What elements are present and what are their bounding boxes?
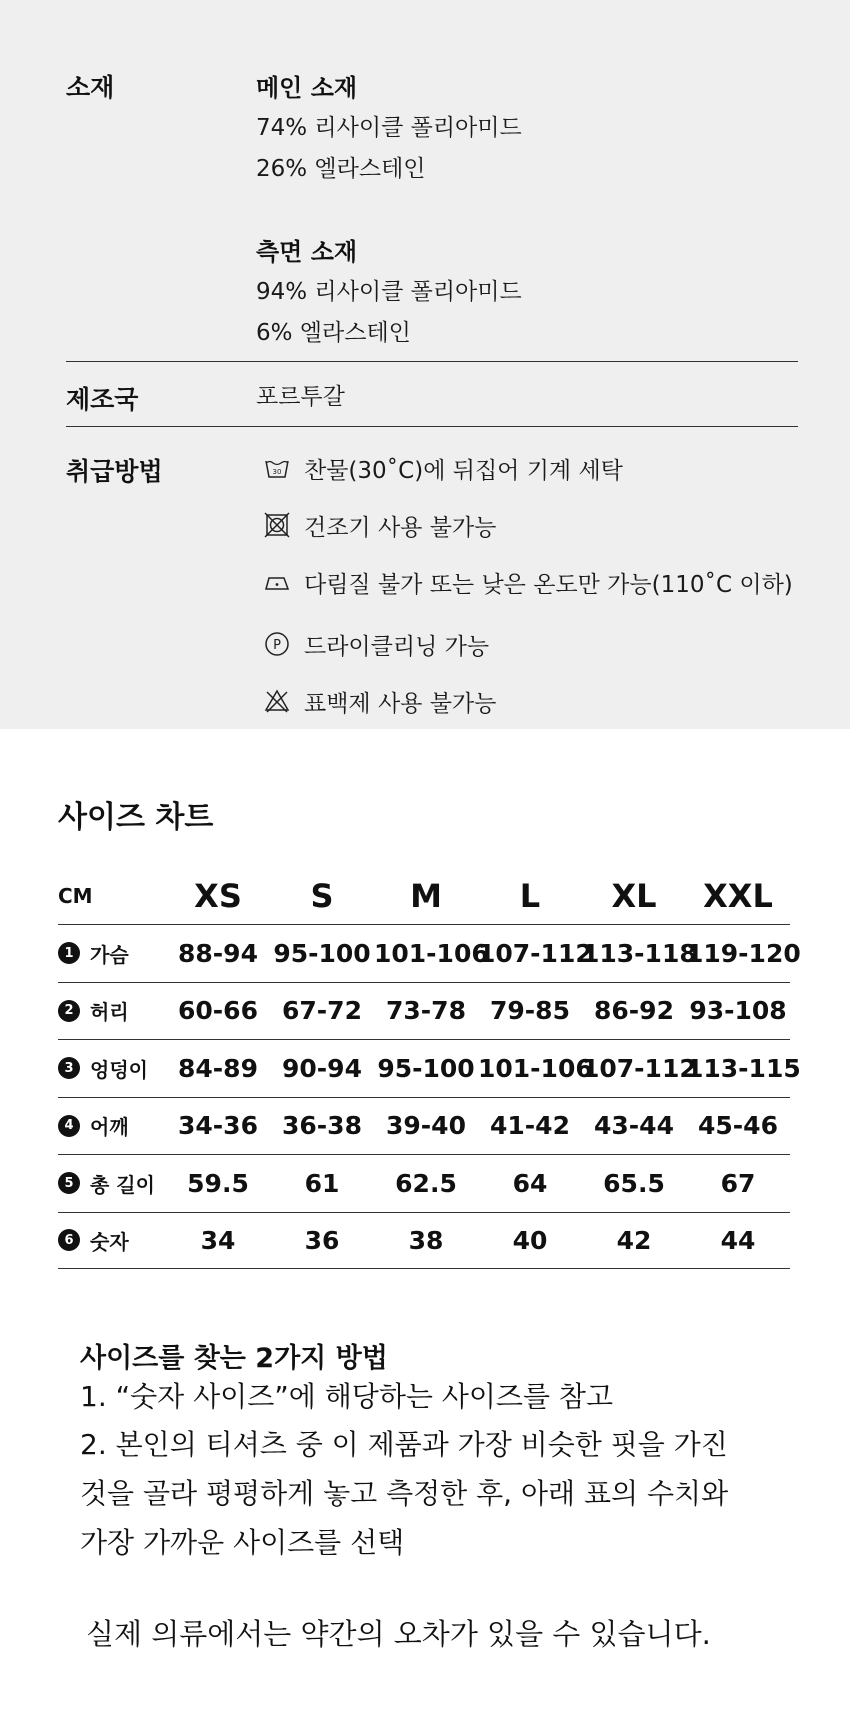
guide-line: 2. 본인의 티셔츠 중 이 제품과 가장 비슷한 핏을 가진	[80, 1428, 728, 1461]
tolerance-note: 실제 의류에서는 약간의 오차가 있을 수 있습니다.	[86, 1617, 711, 1651]
size-chart-table	[58, 868, 801, 1269]
row-name: 어깨	[90, 1115, 129, 1140]
table-cell: 59.5	[187, 1168, 249, 1198]
table-cell: 93-108	[689, 996, 787, 1026]
table-cell: 67	[720, 1168, 756, 1198]
size-header: M	[410, 877, 442, 915]
side-material-title: 측면 소재	[256, 238, 358, 266]
row-name: 허리	[90, 1000, 129, 1025]
table-cell: 67-72	[282, 996, 362, 1026]
table-cell: 62.5	[395, 1168, 457, 1198]
divider	[66, 361, 798, 362]
unit-label: CM	[58, 884, 93, 908]
row-number-badge: 1	[58, 942, 80, 964]
size-header: XXL	[703, 877, 773, 915]
main-material-title: 메인 소재	[256, 74, 358, 102]
table-cell: 41-42	[490, 1111, 570, 1141]
table-cell: 64	[512, 1168, 548, 1198]
table-cell: 60-66	[178, 996, 258, 1026]
row-name: 가슴	[90, 942, 129, 967]
row-name: 숫자	[90, 1229, 129, 1254]
main-material-line: 74% 리사이클 폴리아미드	[256, 115, 522, 141]
product-info-panel	[0, 0, 850, 729]
table-cell: 119-120	[686, 938, 801, 968]
table-cell: 38	[408, 1225, 444, 1255]
table-cell: 65.5	[603, 1168, 665, 1198]
dry-clean-p-icon	[264, 631, 290, 657]
care-text: 다림질 불가 또는 낮은 온도만 가능(110˚C 이하)	[304, 571, 793, 598]
table-cell: 40	[512, 1225, 548, 1255]
wash-30-icon	[264, 455, 290, 481]
side-material-line: 94% 리사이클 폴리아미드	[256, 279, 522, 305]
table-cell: 95-100	[273, 938, 371, 968]
table-cell: 95-100	[377, 1053, 475, 1083]
table-cell: 39-40	[386, 1111, 466, 1141]
table-cell: 73-78	[386, 996, 466, 1026]
table-cell: 43-44	[594, 1111, 674, 1141]
care-text: 찬물(30˚C)에 뒤집어 기계 세탁	[304, 457, 623, 484]
size-chart-title: 사이즈 차트	[58, 800, 214, 835]
row-number-badge: 6	[58, 1229, 80, 1251]
iron-low-icon	[264, 569, 290, 595]
care-item	[264, 626, 489, 662]
main-material-line: 26% 엘라스테인	[256, 156, 426, 182]
table-cell: 34	[200, 1225, 236, 1255]
divider	[66, 426, 798, 427]
table-cell: 61	[304, 1168, 340, 1198]
table-cell: 101-106	[478, 1053, 593, 1083]
table-row	[58, 1154, 790, 1212]
table-cell: 44	[720, 1225, 756, 1255]
row-name: 엉덩이	[90, 1057, 148, 1082]
side-material-line: 6% 엘라스테인	[256, 320, 411, 346]
table-cell: 34-36	[178, 1111, 258, 1141]
table-cell: 88-94	[178, 938, 258, 968]
size-header: XL	[611, 877, 657, 915]
size-chart-header-row	[58, 868, 790, 924]
table-row	[58, 1212, 790, 1270]
table-cell: 36	[304, 1225, 340, 1255]
care-item	[264, 450, 623, 486]
table-cell: 84-89	[178, 1053, 258, 1083]
row-number-badge: 4	[58, 1115, 80, 1137]
guide-line: 1. “숫자 사이즈”에 해당하는 사이즈를 참고	[80, 1380, 613, 1413]
svg-text:P: P	[273, 638, 281, 653]
size-header: L	[519, 877, 541, 915]
origin-value: 포르투갈	[256, 384, 345, 410]
table-cell: 113-118	[582, 938, 697, 968]
guide-line: 것을 골라 평평하게 놓고 측정한 후, 아래 표의 수치와	[80, 1477, 729, 1510]
table-cell: 86-92	[594, 996, 674, 1026]
no-tumble-dry-icon	[264, 512, 290, 538]
table-cell: 79-85	[490, 996, 570, 1026]
table-cell: 107-112	[478, 938, 593, 968]
care-text: 드라이클리닝 가능	[304, 633, 490, 660]
row-number-badge: 5	[58, 1172, 80, 1194]
table-cell: 42	[616, 1225, 652, 1255]
material-label: 소재	[66, 73, 115, 102]
size-header: XS	[194, 877, 242, 915]
table-cell: 107-112	[582, 1053, 697, 1083]
row-number-badge: 3	[58, 1057, 80, 1079]
table-row	[58, 1097, 790, 1155]
row-name: 총 길이	[90, 1172, 155, 1197]
table-row	[58, 982, 790, 1040]
svg-text:30: 30	[272, 468, 282, 476]
care-item	[264, 683, 496, 719]
care-item	[264, 564, 793, 600]
guide-title: 사이즈를 찾는 2가지 방법	[80, 1343, 388, 1374]
table-cell: 101-106	[374, 938, 489, 968]
row-number-badge: 2	[58, 1000, 80, 1022]
origin-label: 제조국	[66, 385, 139, 414]
care-text: 건조기 사용 불가능	[304, 514, 497, 541]
no-bleach-icon	[264, 688, 290, 714]
size-header: S	[310, 877, 334, 915]
table-row	[58, 924, 801, 982]
table-row	[58, 1039, 801, 1097]
table-cell: 45-46	[698, 1111, 778, 1141]
care-item	[264, 507, 496, 543]
care-label: 취급방법	[66, 457, 163, 486]
table-cell: 36-38	[282, 1111, 362, 1141]
guide-line: 가장 가까운 사이즈를 선택	[80, 1526, 405, 1559]
care-text: 표백제 사용 불가능	[304, 690, 497, 717]
table-cell: 113-115	[686, 1053, 801, 1083]
table-cell: 90-94	[282, 1053, 362, 1083]
